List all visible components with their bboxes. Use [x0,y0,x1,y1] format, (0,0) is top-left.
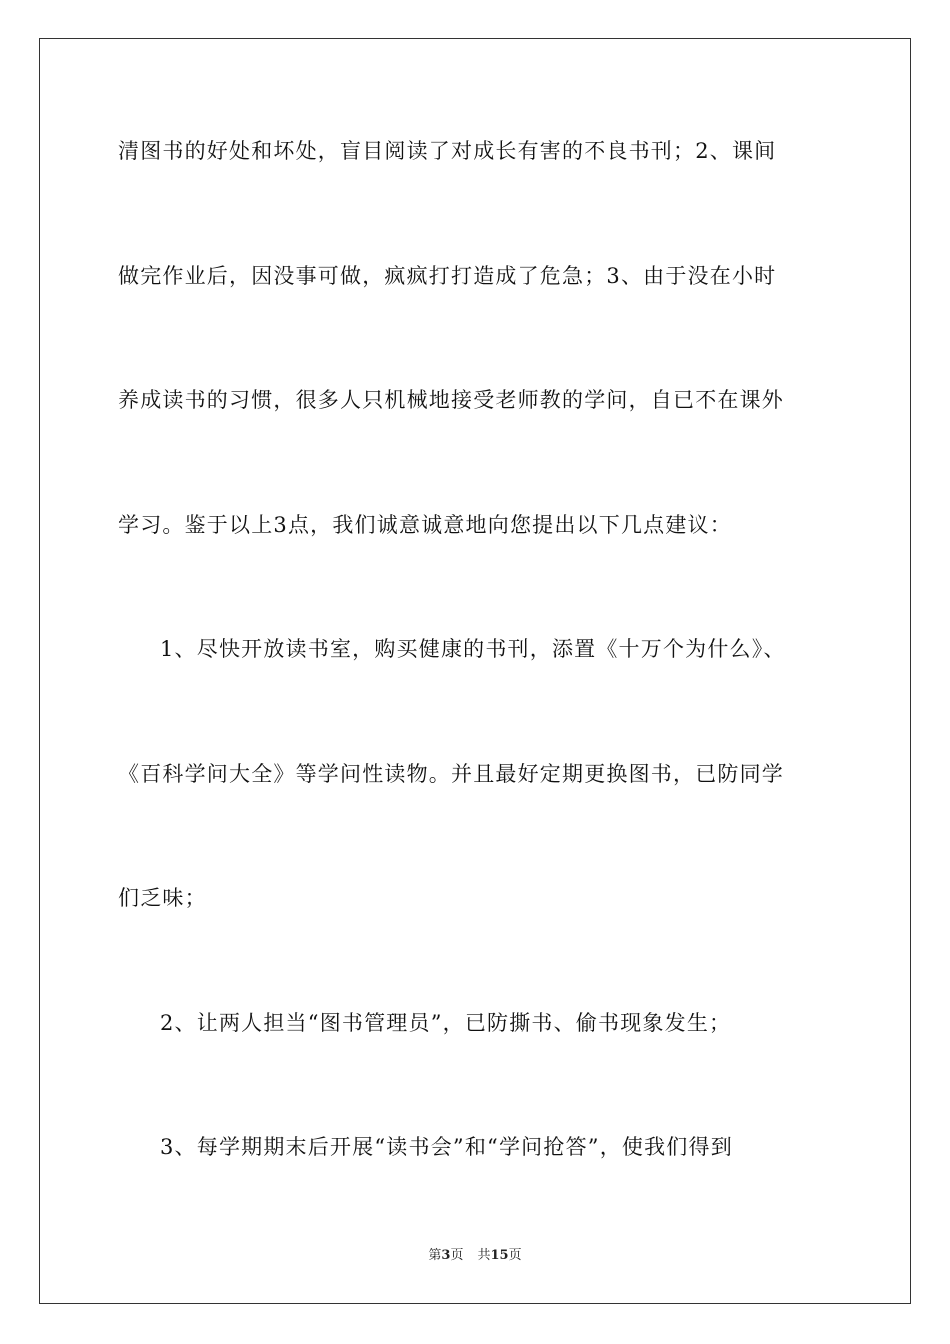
page-prefix: 第 [428,1248,442,1263]
suggestion-1-line-3: 们乏味； [118,886,207,910]
total-suffix: 页 [508,1248,522,1263]
page-footer [0,1247,950,1265]
total-prefix: 共 [477,1248,491,1263]
body-line-3: 养成读书的习惯，很多人只机械地接受老师教的学问，自已不在课外 [118,388,784,412]
body-line-1: 清图书的好处和坏处，盲目阅读了对成长有害的不良书刊；2、课间 [118,139,777,163]
page-border [39,38,911,1304]
suggestion-3-line-1: 3、每学期期末后开展“读书会”和“学问抢答”，使我们得到 [160,1135,733,1159]
suggestion-1-line-1: 1、尽快开放读书室，购买健康的书刊，添置《十万个为什么》、 [160,637,786,661]
suggestion-2: 2、让两人担当“图书管理员”，已防撕书、偷书现象发生； [160,1011,732,1035]
page-number: 3 [441,1248,451,1263]
body-line-2: 做完作业后，因没事可做，疯疯打打造成了危急；3、由于没在小时 [118,264,777,288]
suggestion-1-line-2: 《百科学问大全》等学问性读物。并且最好定期更换图书，已防同学 [118,762,784,786]
page-suffix: 页 [450,1248,464,1263]
body-line-4: 学习。鉴于以上3点，我们诚意诚意地向您提出以下几点建议： [118,513,732,537]
total-pages: 15 [490,1248,509,1263]
